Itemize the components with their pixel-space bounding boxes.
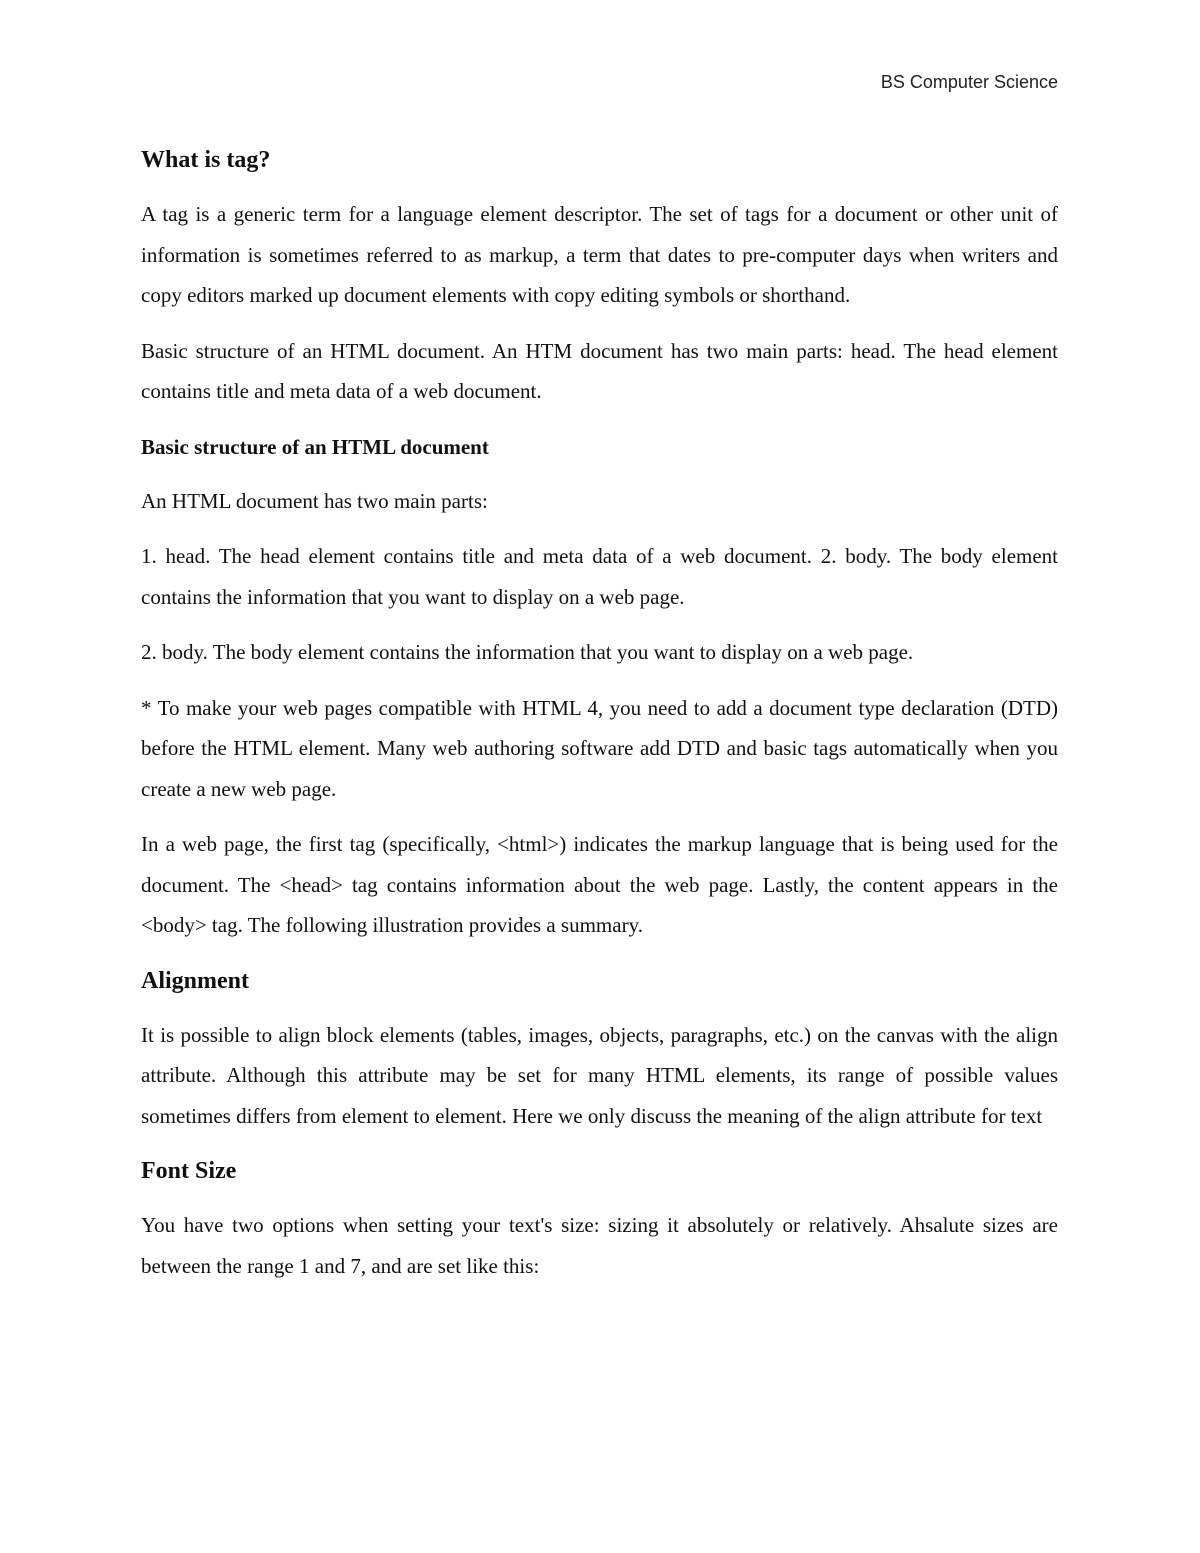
paragraph-two-main-parts: An HTML document has two main parts: — [141, 488, 488, 513]
heading-basic-structure: Basic structure of an HTML document — [141, 434, 489, 459]
paragraph-tag-definition: A tag is a generic term for a language element descriptor. The set of tags for a document or other unit of information is sometimes referred to as markup, a term that dates to pre-computer days when writers and copy editors marked up document elements with copy editing symbols or shorthand. — [141, 202, 1058, 307]
paragraph-alignment: It is possible to align block elements (tables, images, objects, paragraphs, etc.) on the canvas with the align attribute. Although this attribute may be set for many HTML elements, its range of possible values sometimes differs from element to element. Here we only discuss the meaning of the align attribute for text — [141, 1022, 1058, 1128]
paragraph-body: 2. body. The body element contains the information that you want to display on a web page. — [141, 640, 914, 664]
heading-what-is-tag: What is tag? — [141, 147, 271, 173]
heading-font-size: Font Size — [141, 1158, 237, 1184]
document-body — [141, 140, 1058, 1301]
paragraph-head-body: 1. head. The head element contains title and meta data of a web document. 2. body. The body element contains the information that you want to display on a web page. — [141, 544, 1058, 609]
paragraph-web-page-tags: In a web page, the first tag (specifically, <html>) indicates the markup language that is being used for the document. The <head> tag contains information about the web page. Lastly, the content appears in the <body> tag. The following illustration provides a summary. — [141, 832, 1058, 937]
paragraph-font-size: You have two options when setting your text's size: sizing it absolutely or relatively. Ahsalute sizes are between the range 1 and 7, and are set like this: — [141, 1213, 1058, 1278]
paragraph-basic-structure-intro: Basic structure of an HTML document. An HTM document has two main parts: head. The head element contains title and meta data of a web document. — [141, 338, 1058, 403]
paragraph-dtd-note: * To make your web pages compatible with HTML 4, you need to add a document type declaration (DTD) before the HTML element. Many web authoring software add DTD and basic tags automatically when you create a new web page. — [141, 695, 1058, 801]
running-header: BS Computer Science — [880, 72, 1058, 92]
heading-alignment: Alignment — [141, 967, 249, 994]
